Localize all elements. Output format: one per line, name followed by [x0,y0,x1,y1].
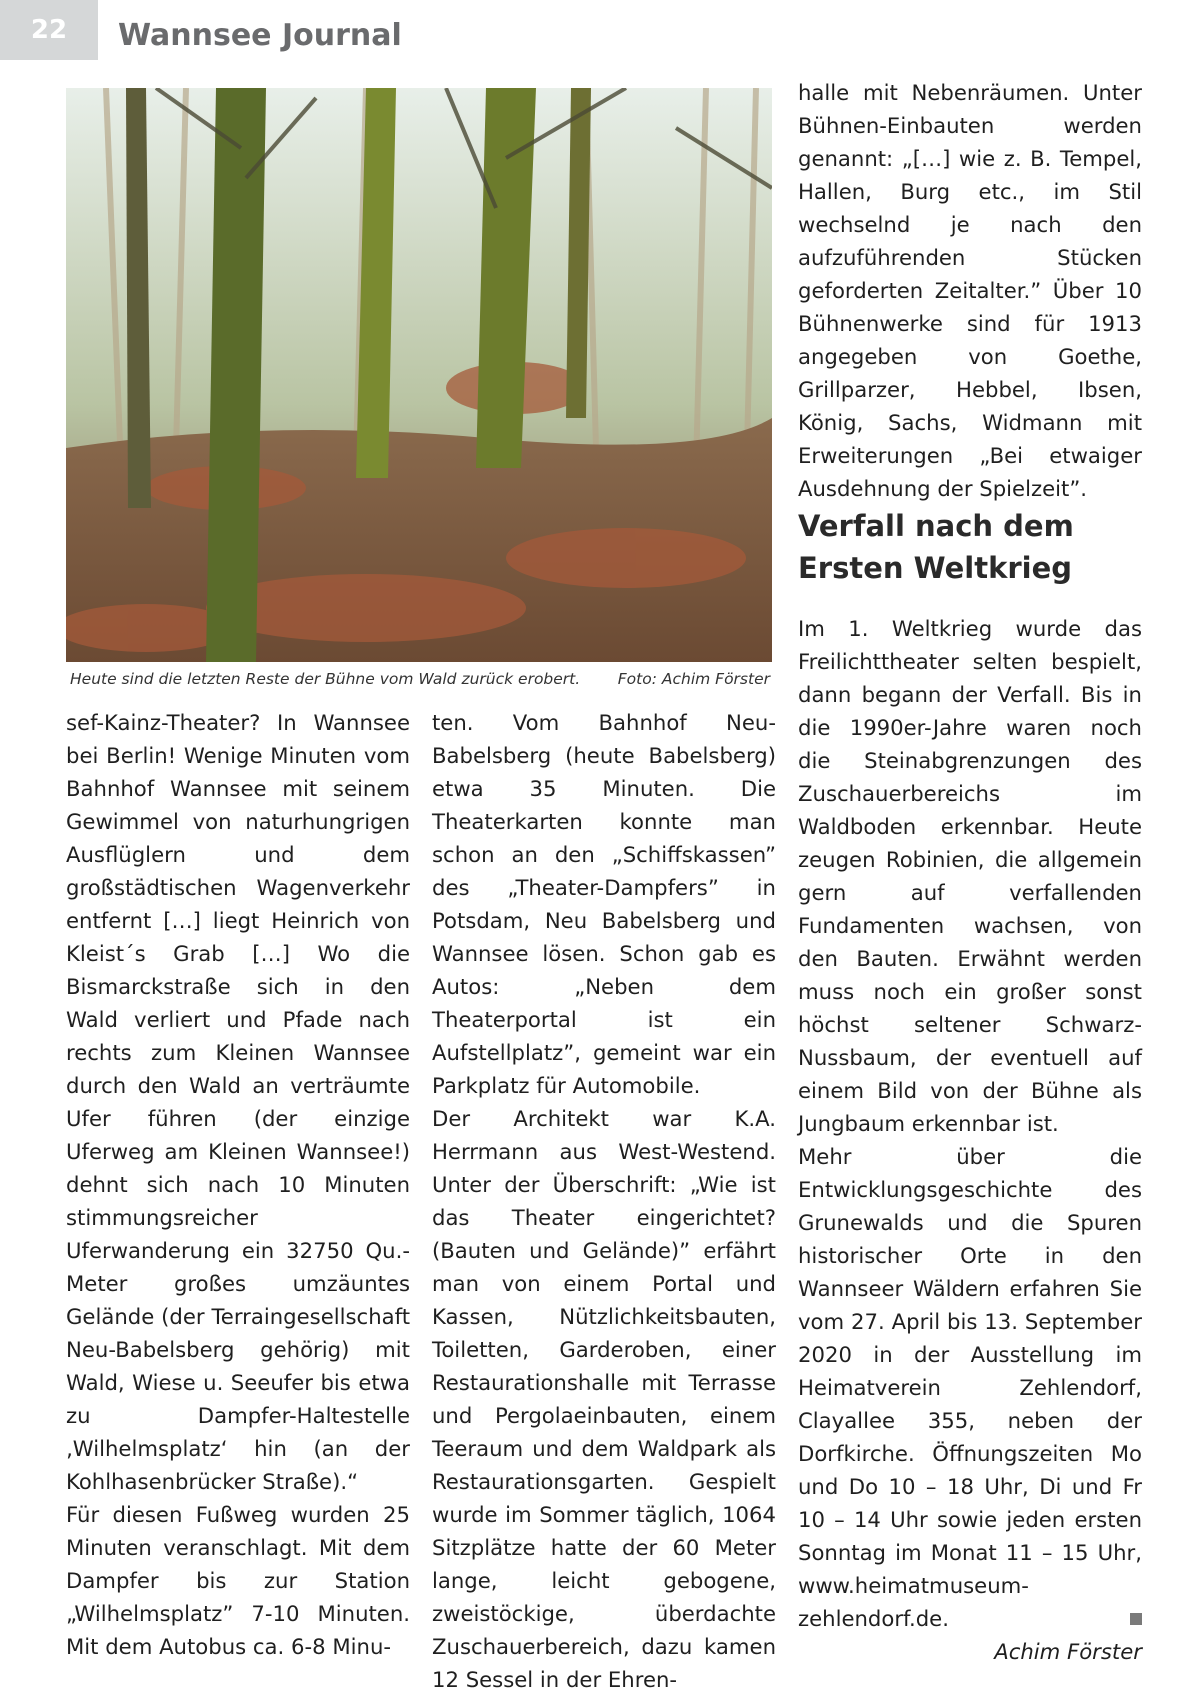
section-heading: Verfall nach dem Ersten Weltkrieg [798,509,1074,585]
article-column-3-top [798,76,1142,505]
forest-illustration [66,88,772,662]
paragraph [798,1140,1142,1635]
journal-title: Wannsee Journal [118,18,402,53]
end-mark-icon [1130,1613,1142,1625]
article-column-3 [798,612,1142,1668]
article-column-2 [432,706,776,1696]
paragraph: ten. Vom Bahnhof Neu-Babelsberg (heute Babelsberg) etwa 35 Minuten. Die Theaterkarten konnte man schon an den „Schiffskassen” des „Theater-Dampfers” in Potsdam, Neu Babelsberg und Wannsee lösen. Schon gab es Autos: „Neben dem Theaterportal ist ein Aufstellplatz”, gemeint war ein Parkplatz für Automobile. [432,710,776,1098]
paragraph: Der Architekt war K.A. Herrmann aus West-Westend. Unter der Überschrift: „Wie ist das Theater eingerichtet? (Bauten und Gelände)” erfährt man von einem Portal und Kassen, Nützlichkeitsbauten, Toiletten, Garderoben, einer Restaurationshalle mit Terrasse und Pergolaeinbauten, einem Teeraum und dem Waldpark als Restaurationsgarten. Gespielt wurde im Sommer täglich, 1064 Sitzplätze hatte der 60 Meter lange, leicht gebogene, zweistöckige, überdachte Zuschauerbereich, dazu kamen 12 Sessel in der Ehren- [432,1106,776,1692]
page-number: 22 [0,0,98,60]
paragraph: Für diesen Fußweg wurden 25 Minuten veranschlagt. Mit dem Dampfer bis zur Station „Wilhelmsplatz” 7-10 Minuten. Mit dem Autobus ca. 6-8 Minu- [66,1502,410,1659]
paragraph-text: Mehr über die Entwicklungsgeschichte des Grunewalds und die Spuren historischer Orte in den Wannseer Wäldern erfahren Sie vom 27. April bis 13. September 2020 in der Ausstellung im Heimatverein Zehlendorf, Clayallee 355, neben der Dorfkirche. Öffnungszeiten Mo und Do 10 – 18 Uhr, Di und Fr 10 – 14 Uhr sowie jeden ersten Sonntag im Monat 11 – 15 Uhr, www.heimatmuseum-zehlendorf.de. [798,1144,1142,1631]
article-column-1 [66,706,410,1663]
paragraph: sef-Kainz-Theater? In Wannsee bei Berlin! Wenige Minuten vom Bahnhof Wannsee mit seinem Gewimmel von naturhungrigen Ausflüglern und dem großstädtischen Wagenverkehr entfernt […] liegt Heinrich von Kleist´s Grab […] Wo die Bismarckstraße sich in den Wald verliert und Pfade nach rechts zum Kleinen Wannsee durch den Wald an verträumte Ufer führen (der einzige Uferweg am Kleinen Wannsee!) dehnt sich nach 10 Minuten stimmungsreicher Uferwanderung ein 32750 Qu.-Meter großes umzäuntes Gelände (der Terraingesellschaft Neu-Babelsberg gehörig) mit Wald, Wiese u. Seeufer bis etwa zu Dampfer-Haltestelle ‚Wilhelmsplatz‘ hin (an der Kohlhasenbrücker Straße).“ [66,710,410,1494]
forest-photo [66,88,772,662]
photo-caption [70,670,770,688]
caption-text: Heute sind die letzten Reste der Bühne vom Wald zurück erobert. [70,670,581,688]
paragraph: Im 1. Weltkrieg wurde das Freilichttheater selten bespielt, dann begann der Verfall. Bis in die 1990er-Jahre waren noch die Steinabgrenzungen des Zuschauerbereichs im Waldboden erkennbar. Heute zeugen Robinien, die allgemein gern auf verfallenden Fundamenten wachsen, von den Bauten. Erwähnt werden muss noch ein großer sonst höchst seltener Schwarz-Nussbaum, der eventuell auf einem Bild von der Bühne als Jungbaum erkennbar ist. [798,616,1142,1136]
photo-credit: Foto: Achim Förster [617,670,770,688]
author-signature: Achim Förster [994,1639,1142,1664]
paragraph: halle mit Nebenräumen. Unter Bühnen-Einbauten werden genannt: „[…] wie z. B. Tempel, Hallen, Burg etc., im Stil wechselnd je nach den aufzuführenden Stücken geforderten Zeitalter.” Über 10 Bühnenwerke sind für 1913 angegeben von Goethe, Grillparzer, Hebbel, Ibsen, König, Sachs, Widmann mit Erweiterungen „Bei etwaiger Ausdehnung der Spielzeit”. [798,80,1142,501]
